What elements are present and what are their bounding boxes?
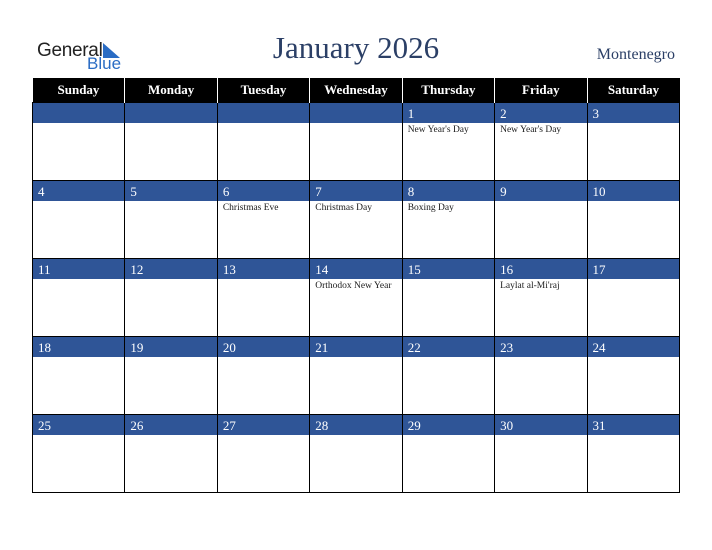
holiday-label bbox=[125, 357, 216, 359]
holiday-label bbox=[218, 357, 309, 359]
holiday-label: Laylat al-Mi'raj bbox=[500, 281, 560, 291]
holiday-label bbox=[33, 123, 124, 125]
holiday-label: New Year's Day bbox=[407, 125, 469, 135]
day-cell bbox=[33, 415, 125, 493]
holiday-label bbox=[33, 279, 124, 281]
day-number: 10 bbox=[588, 181, 679, 201]
day-cell bbox=[402, 181, 494, 259]
day-cell bbox=[217, 181, 309, 259]
day-number: 3 bbox=[588, 103, 679, 123]
day-number: 7 bbox=[310, 181, 401, 201]
day-number: 24 bbox=[588, 337, 679, 357]
week-row bbox=[33, 181, 680, 259]
day-cell bbox=[125, 415, 217, 493]
day-number: 27 bbox=[218, 415, 309, 435]
calendar-grid bbox=[32, 78, 680, 493]
day-cell bbox=[587, 181, 679, 259]
country-name: Montenegro bbox=[596, 46, 675, 63]
day-cell bbox=[125, 259, 217, 337]
weekday-monday: Monday bbox=[125, 78, 217, 103]
day-number bbox=[33, 103, 124, 123]
week-row bbox=[33, 259, 680, 337]
day-cell bbox=[310, 259, 402, 337]
weekday-tuesday: Tuesday bbox=[217, 78, 309, 103]
day-number: 14 bbox=[310, 259, 401, 279]
day-number: 2 bbox=[495, 103, 586, 123]
day-cell bbox=[310, 181, 402, 259]
holiday-label bbox=[218, 123, 309, 125]
day-cell bbox=[33, 103, 125, 181]
day-number: 25 bbox=[33, 415, 124, 435]
day-number: 22 bbox=[403, 337, 494, 357]
logo-text-general: General bbox=[37, 40, 103, 61]
holiday-label: Christmas Day bbox=[315, 203, 372, 213]
holiday-label bbox=[310, 123, 401, 125]
day-number: 13 bbox=[218, 259, 309, 279]
day-cell bbox=[587, 337, 679, 415]
weekday-header-row bbox=[33, 78, 680, 103]
day-cell bbox=[33, 181, 125, 259]
day-number: 20 bbox=[218, 337, 309, 357]
day-cell bbox=[125, 181, 217, 259]
holiday-label bbox=[33, 201, 124, 203]
day-number: 15 bbox=[403, 259, 494, 279]
day-number bbox=[125, 103, 216, 123]
week-row bbox=[33, 103, 680, 181]
weekday-wednesday: Wednesday bbox=[310, 78, 402, 103]
day-cell bbox=[587, 259, 679, 337]
holiday-label bbox=[495, 201, 586, 203]
calendar-body bbox=[33, 103, 680, 493]
holiday-label bbox=[495, 435, 586, 437]
day-number: 23 bbox=[495, 337, 586, 357]
day-cell bbox=[402, 337, 494, 415]
day-cell bbox=[495, 415, 587, 493]
holiday-label bbox=[403, 279, 494, 281]
holiday-label bbox=[218, 279, 309, 281]
day-cell bbox=[217, 259, 309, 337]
day-number: 6 bbox=[218, 181, 309, 201]
day-cell bbox=[310, 415, 402, 493]
holiday-label bbox=[588, 123, 679, 125]
day-number: 29 bbox=[403, 415, 494, 435]
day-cell bbox=[125, 103, 217, 181]
day-cell bbox=[402, 259, 494, 337]
day-number: 1 bbox=[403, 103, 494, 123]
holiday-label bbox=[310, 357, 401, 359]
day-number: 19 bbox=[125, 337, 216, 357]
day-number bbox=[310, 103, 401, 123]
holiday-label bbox=[310, 435, 401, 437]
day-cell bbox=[33, 259, 125, 337]
day-number: 12 bbox=[125, 259, 216, 279]
day-number: 31 bbox=[588, 415, 679, 435]
day-cell bbox=[495, 181, 587, 259]
day-cell bbox=[33, 337, 125, 415]
day-number: 8 bbox=[403, 181, 494, 201]
day-number: 9 bbox=[495, 181, 586, 201]
day-number: 30 bbox=[495, 415, 586, 435]
day-cell bbox=[125, 337, 217, 415]
day-cell bbox=[217, 337, 309, 415]
day-number: 5 bbox=[125, 181, 216, 201]
day-cell bbox=[217, 103, 309, 181]
day-cell bbox=[495, 103, 587, 181]
day-cell bbox=[587, 415, 679, 493]
holiday-label bbox=[218, 435, 309, 437]
day-cell bbox=[217, 415, 309, 493]
day-number: 26 bbox=[125, 415, 216, 435]
holiday-label bbox=[125, 201, 216, 203]
day-cell bbox=[402, 103, 494, 181]
day-number bbox=[218, 103, 309, 123]
day-number: 17 bbox=[588, 259, 679, 279]
weekday-thursday: Thursday bbox=[402, 78, 494, 103]
weekday-friday: Friday bbox=[495, 78, 587, 103]
holiday-label bbox=[588, 435, 679, 437]
calendar-title: January 2026 bbox=[272, 30, 440, 65]
week-row bbox=[33, 415, 680, 493]
holiday-label: Christmas Eve bbox=[222, 203, 279, 213]
day-cell bbox=[587, 103, 679, 181]
week-row bbox=[33, 337, 680, 415]
holiday-label: Boxing Day bbox=[407, 203, 454, 213]
day-number: 28 bbox=[310, 415, 401, 435]
day-number: 11 bbox=[33, 259, 124, 279]
weekday-saturday: Saturday bbox=[587, 78, 679, 103]
day-cell bbox=[310, 103, 402, 181]
holiday-label bbox=[33, 435, 124, 437]
day-number: 4 bbox=[33, 181, 124, 201]
holiday-label bbox=[125, 123, 216, 125]
holiday-label bbox=[403, 357, 494, 359]
weekday-sunday: Sunday bbox=[33, 78, 125, 103]
day-cell bbox=[310, 337, 402, 415]
holiday-label bbox=[403, 435, 494, 437]
holiday-label bbox=[125, 279, 216, 281]
holiday-label bbox=[588, 357, 679, 359]
day-number: 21 bbox=[310, 337, 401, 357]
day-cell bbox=[495, 337, 587, 415]
day-number: 18 bbox=[33, 337, 124, 357]
logo-text-blue: Blue bbox=[87, 54, 122, 73]
day-cell bbox=[495, 259, 587, 337]
holiday-label bbox=[125, 435, 216, 437]
holiday-label: New Year's Day bbox=[500, 125, 562, 135]
day-number: 16 bbox=[495, 259, 586, 279]
holiday-label: Orthodox New Year bbox=[315, 281, 392, 291]
holiday-label bbox=[588, 279, 679, 281]
holiday-label bbox=[495, 357, 586, 359]
holiday-label bbox=[588, 201, 679, 203]
day-cell bbox=[402, 415, 494, 493]
holiday-label bbox=[33, 357, 124, 359]
